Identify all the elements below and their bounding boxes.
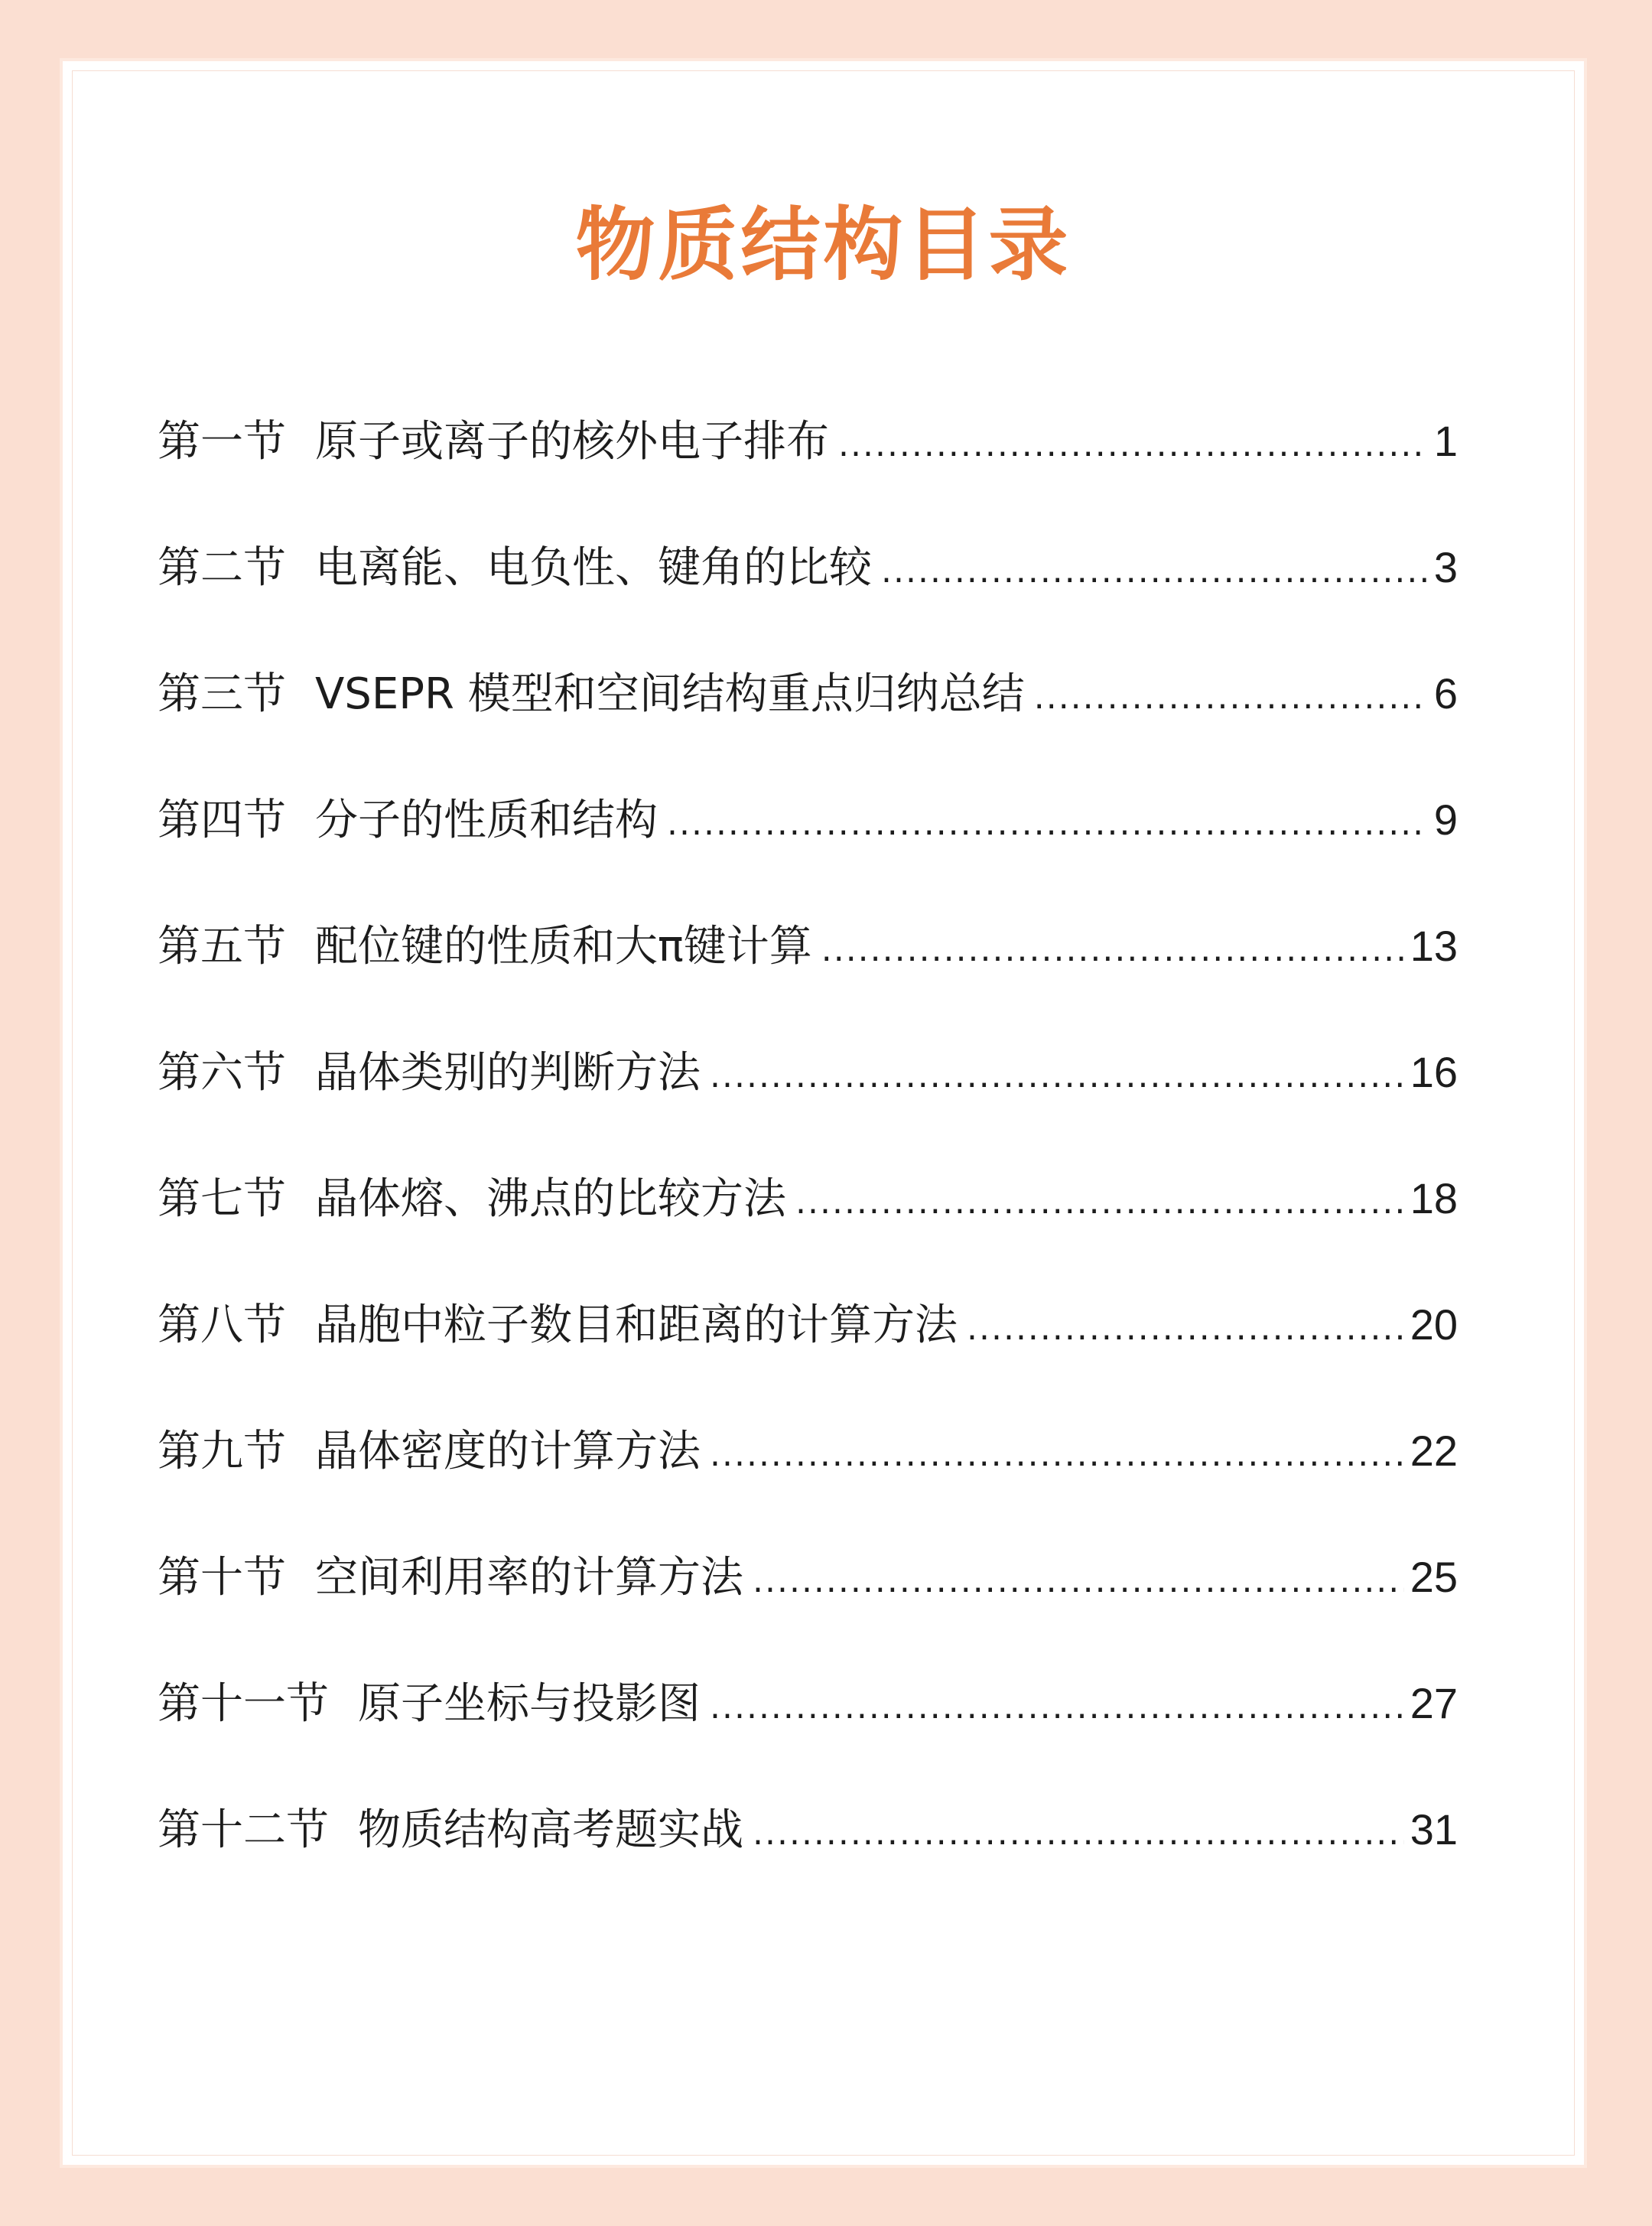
toc-section-title: VSEPR 模型和空间结构重点归纳总结 [315,669,1025,719]
toc-section-label: 第五节 [158,922,286,971]
toc-page-number: 9 [1433,796,1458,844]
toc-section-label: 第九节 [158,1427,286,1476]
toc-section-label: 第一节 [158,417,286,467]
toc-section-label: 第二节 [158,543,286,593]
toc-entry-1[interactable] [158,411,1458,537]
toc-dot-leader [710,1046,1404,1107]
toc-dot-leader [838,415,1428,476]
toc-section-title: 原子或离子的核外电子排布 [315,417,829,467]
toc-section-title: 晶胞中粒子数目和距离的计算方法 [315,1300,958,1350]
toc-section-label: 第十二节 [158,1805,329,1855]
toc-page-number: 1 [1433,417,1458,465]
toc-section-title: 原子坐标与投影图 [358,1679,701,1729]
toc-section-label: 第四节 [158,796,286,845]
toc-section-label: 第十节 [158,1553,286,1603]
table-of-contents [158,411,1458,1925]
toc-dot-leader [667,793,1428,854]
toc-entry-2[interactable] [158,537,1458,663]
toc-dot-leader [1034,667,1428,728]
toc-page-number: 27 [1410,1679,1458,1727]
toc-page-number: 22 [1410,1427,1458,1475]
toc-entry-5[interactable] [158,916,1458,1042]
toc-page-number: 31 [1410,1805,1458,1853]
toc-section-label: 第八节 [158,1300,286,1350]
toc-page-number: 3 [1433,543,1458,591]
toc-dot-leader [967,1298,1404,1359]
toc-entry-9[interactable] [158,1421,1458,1547]
toc-entry-12[interactable] [158,1799,1458,1925]
document-page [60,58,1587,2168]
toc-dot-leader [710,1424,1404,1486]
toc-section-title: 物质结构高考题实战 [358,1805,743,1855]
toc-dot-leader [710,1677,1404,1738]
toc-dot-leader [753,1551,1404,1612]
toc-section-title: 配位键的性质和大π键计算 [315,922,812,971]
toc-section-title: 空间利用率的计算方法 [315,1553,743,1603]
toc-section-label: 第十一节 [158,1679,329,1729]
toc-entry-8[interactable] [158,1294,1458,1421]
toc-section-title: 晶体熔、沸点的比较方法 [315,1174,786,1224]
toc-page-number: 13 [1410,922,1458,970]
toc-section-label: 第六节 [158,1048,286,1098]
toc-section-label: 第七节 [158,1174,286,1224]
toc-page-number: 18 [1410,1174,1458,1222]
document-title: 物质结构目录 [575,198,1072,291]
toc-page-number: 6 [1433,669,1458,718]
toc-entry-6[interactable] [158,1042,1458,1168]
toc-entry-11[interactable] [158,1673,1458,1799]
toc-dot-leader [881,541,1428,602]
toc-section-label: 第三节 [158,669,286,719]
toc-page-number: 20 [1410,1300,1458,1349]
toc-dot-leader [821,919,1404,981]
toc-dot-leader [753,1803,1404,1864]
toc-entry-7[interactable] [158,1168,1458,1294]
toc-section-title: 晶体密度的计算方法 [315,1427,701,1476]
toc-dot-leader [795,1172,1404,1233]
toc-entry-3[interactable] [158,663,1458,789]
toc-entry-4[interactable] [158,789,1458,916]
toc-section-title: 分子的性质和结构 [315,796,658,845]
toc-page-number: 16 [1410,1048,1458,1096]
toc-section-title: 电离能、电负性、键角的比较 [315,543,872,593]
toc-entry-10[interactable] [158,1547,1458,1673]
toc-page-number: 25 [1410,1553,1458,1601]
toc-section-title: 晶体类别的判断方法 [315,1048,701,1098]
